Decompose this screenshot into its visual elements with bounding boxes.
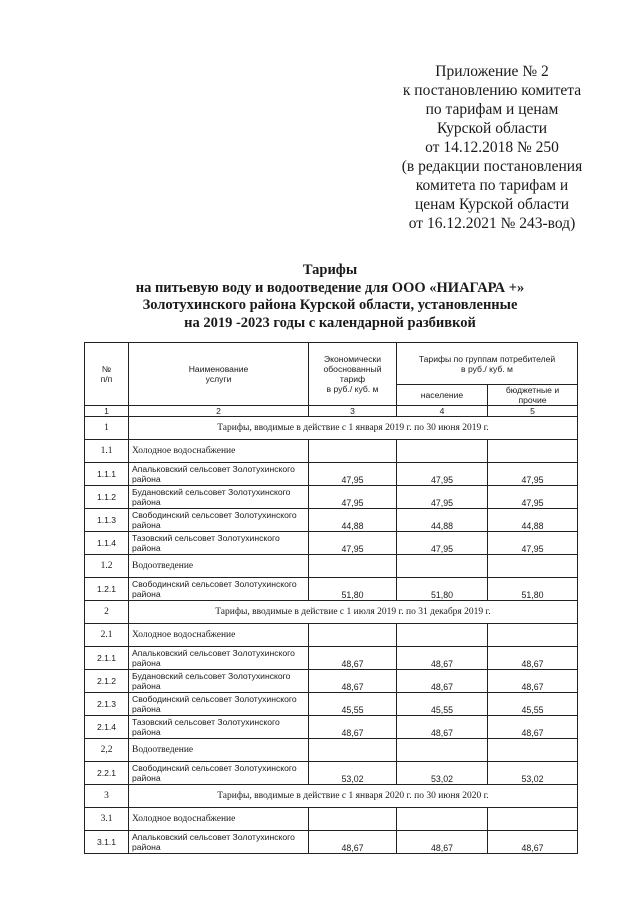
row-economic: 51,80 (309, 578, 397, 601)
annex-line: к постановлению комитета (402, 82, 582, 99)
row-name: Тазовский сельсовет Золотухинского района (129, 716, 309, 739)
row-num: 1.1.1 (85, 463, 129, 486)
row-economic: 48,67 (309, 670, 397, 693)
document-heading (90, 262, 570, 332)
row-population: 47,95 (397, 486, 488, 509)
row-budget: 48,67 (488, 831, 578, 854)
column-index: 2 (129, 406, 309, 417)
row-budget: 47,95 (488, 486, 578, 509)
annex-reference (372, 62, 612, 233)
tariff-table (84, 342, 578, 854)
row-num: 1.2.1 (85, 578, 129, 601)
section-row (85, 785, 578, 808)
document-title: Тарифы (302, 262, 358, 278)
annex-line: (в редакции постановления (401, 158, 583, 175)
subsection-title: Холодное водоснабжение (129, 808, 309, 831)
section-title: Тарифы, вводимые в действие с 1 января 2019 г. по 30 июня 2019 г. (129, 417, 578, 440)
table-row (85, 532, 578, 555)
table-row (85, 578, 578, 601)
subsection-num: 2,2 (85, 739, 129, 762)
column-index: 4 (397, 406, 488, 417)
row-population: 48,67 (397, 647, 488, 670)
row-num: 2.1.4 (85, 716, 129, 739)
table-row (85, 762, 578, 785)
row-name: Будановский сельсовет Золотухинского района (129, 486, 309, 509)
section-num: 3 (85, 785, 129, 808)
row-population: 51,80 (397, 578, 488, 601)
row-economic: 48,67 (309, 716, 397, 739)
column-index: 5 (488, 406, 578, 417)
heading-line: Золотухинского района Курской области, установленные (142, 297, 518, 313)
section-title: Тарифы, вводимые в действие с 1 июля 2019 г. по 31 декабря 2019 г. (129, 601, 578, 624)
row-num: 1.1.4 (85, 532, 129, 555)
section-row (85, 417, 578, 440)
row-budget: 48,67 (488, 716, 578, 739)
section-row (85, 601, 578, 624)
annex-line: ценам Курской области (414, 196, 570, 213)
row-economic: 48,67 (309, 647, 397, 670)
row-budget: 47,95 (488, 532, 578, 555)
heading-line: на 2019 -2023 годы с календарной разбивкой (184, 314, 476, 331)
annex-line: от 14.12.2018 № 250 (425, 139, 559, 156)
header-service: Наименование услуги (129, 343, 309, 406)
row-budget: 48,67 (488, 647, 578, 670)
subsection-num: 1.1 (85, 440, 129, 463)
row-name: Апальковский сельсовет Золотухинского района (129, 831, 309, 854)
subsection-row (85, 739, 578, 762)
annex-line: комитета по тарифам и (415, 177, 569, 194)
table-row (85, 647, 578, 670)
table-row (85, 716, 578, 739)
header-population: население (397, 385, 488, 406)
subsection-num: 1.2 (85, 555, 129, 578)
row-economic: 47,95 (309, 486, 397, 509)
row-population: 44,88 (397, 509, 488, 532)
row-population: 47,95 (397, 532, 488, 555)
row-num: 3.1.1 (85, 831, 129, 854)
row-population: 53,02 (397, 762, 488, 785)
table-row (85, 463, 578, 486)
annex-line: Курской области (436, 120, 548, 137)
header-consumer-groups: Тарифы по группам потребителей в руб./ куб. м (397, 343, 578, 385)
row-budget: 51,80 (488, 578, 578, 601)
section-num: 1 (85, 417, 129, 440)
row-name: Будановский сельсовет Золотухинского района (129, 670, 309, 693)
annex-line: Приложение № 2 (435, 63, 549, 80)
row-budget: 53,02 (488, 762, 578, 785)
row-num: 2.1.2 (85, 670, 129, 693)
row-name: Тазовский сельсовет Золотухинского района (129, 532, 309, 555)
annex-line: от 16.12.2021 № 243-вод) (408, 215, 576, 232)
subsection-row (85, 624, 578, 647)
column-index: 1 (85, 406, 129, 417)
table-row (85, 670, 578, 693)
header-num: № п/п (85, 343, 129, 406)
row-name: Апальковский сельсовет Золотухинского района (129, 463, 309, 486)
row-economic: 48,67 (309, 831, 397, 854)
subsection-row (85, 440, 578, 463)
annex-line: по тарифам и ценам (425, 101, 559, 118)
subsection-title: Холодное водоснабжение (129, 624, 309, 647)
row-num: 2.1.1 (85, 647, 129, 670)
row-population: 48,67 (397, 716, 488, 739)
section-title: Тарифы, вводимые в действие с 1 января 2020 г. по 30 июня 2020 г. (129, 785, 578, 808)
header-economic-tariff: Экономически обоснованный тариф в руб./ куб. м (309, 343, 397, 406)
row-name: Апальковский сельсовет Золотухинского района (129, 647, 309, 670)
subsection-title: Водоотведение (129, 555, 309, 578)
subsection-title: Холодное водоснабжение (129, 440, 309, 463)
subsection-num: 2.1 (85, 624, 129, 647)
row-economic: 44,88 (309, 509, 397, 532)
row-population: 47,95 (397, 463, 488, 486)
subsection-num: 3.1 (85, 808, 129, 831)
row-num: 1.1.2 (85, 486, 129, 509)
row-population: 45,55 (397, 693, 488, 716)
table-row (85, 831, 578, 854)
row-economic: 47,95 (309, 532, 397, 555)
section-num: 2 (85, 601, 129, 624)
column-index: 3 (309, 406, 397, 417)
table-row (85, 486, 578, 509)
subsection-title: Водоотведение (129, 739, 309, 762)
row-name: Свободинский сельсовет Золотухинского района (129, 578, 309, 601)
row-population: 48,67 (397, 670, 488, 693)
row-name: Свободинский сельсовет Золотухинского района (129, 693, 309, 716)
row-population: 48,67 (397, 831, 488, 854)
row-num: 2.1.3 (85, 693, 129, 716)
row-name: Свободинский сельсовет Золотухинского района (129, 762, 309, 785)
subsection-row (85, 808, 578, 831)
row-num: 2.2.1 (85, 762, 129, 785)
table-row (85, 693, 578, 716)
row-num: 1.1.3 (85, 509, 129, 532)
row-economic: 53,02 (309, 762, 397, 785)
heading-line: на питьевую воду и водоотведение для ООО «НИАГАРА +» (135, 279, 525, 296)
row-budget: 45,55 (488, 693, 578, 716)
row-economic: 45,55 (309, 693, 397, 716)
row-budget: 47,95 (488, 463, 578, 486)
header-budget: бюджетные и прочие (488, 385, 578, 406)
row-budget: 48,67 (488, 670, 578, 693)
row-economic: 47,95 (309, 463, 397, 486)
row-budget: 44,88 (488, 509, 578, 532)
subsection-row (85, 555, 578, 578)
table-row (85, 509, 578, 532)
row-name: Свободинский сельсовет Золотухинского района (129, 509, 309, 532)
